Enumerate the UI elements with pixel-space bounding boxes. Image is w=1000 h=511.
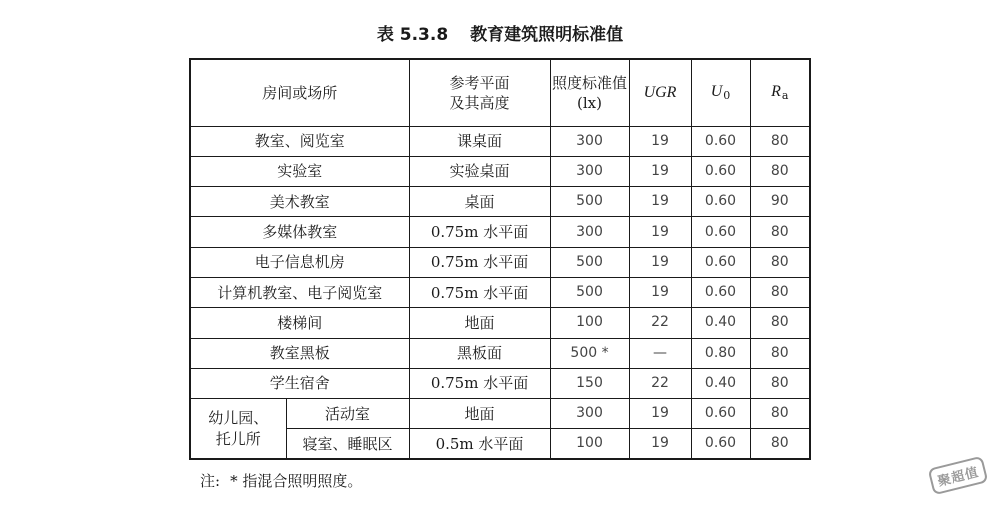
cell-room: 教室、阅览室 bbox=[190, 126, 409, 156]
table-row bbox=[190, 156, 810, 186]
table-row bbox=[190, 187, 810, 217]
cell-room: 学生宿舍 bbox=[190, 368, 409, 398]
header-plane bbox=[409, 59, 550, 126]
cell-ra: 80 bbox=[750, 308, 810, 338]
table-row bbox=[190, 308, 810, 338]
header-ra-symbol: R bbox=[771, 83, 781, 101]
cell-u0: 0.60 bbox=[691, 399, 750, 429]
cell-room: 教室黑板 bbox=[190, 338, 409, 368]
cell-room: 多媒体教室 bbox=[190, 217, 409, 247]
header-ugr bbox=[629, 59, 691, 126]
cell-ra: 80 bbox=[750, 429, 810, 459]
watermark-logo: 聚超值 bbox=[928, 456, 989, 496]
header-plane-line2: 及其高度 bbox=[449, 93, 510, 112]
table-row bbox=[190, 126, 810, 156]
cell-plane: 黑板面 bbox=[409, 338, 550, 368]
cell-lux: 300 bbox=[550, 399, 629, 429]
table-row bbox=[190, 277, 810, 307]
cell-room: 计算机教室、电子阅览室 bbox=[190, 277, 409, 307]
cell-u0: 0.40 bbox=[691, 368, 750, 398]
cell-ugr: 19 bbox=[629, 126, 691, 156]
header-ra bbox=[750, 59, 810, 126]
cell-ugr: 19 bbox=[629, 277, 691, 307]
cell-ra: 80 bbox=[750, 217, 810, 247]
cell-ugr: 22 bbox=[629, 368, 691, 398]
table-note bbox=[200, 470, 362, 491]
cell-u0: 0.60 bbox=[691, 247, 750, 277]
cell-ra: 80 bbox=[750, 338, 810, 368]
cell-plane: 桌面 bbox=[409, 187, 550, 217]
cell-u0: 0.40 bbox=[691, 308, 750, 338]
cell-ra: 80 bbox=[750, 368, 810, 398]
header-ra-subscript: a bbox=[781, 89, 789, 103]
header-plane-line1: 参考平面 bbox=[449, 73, 510, 92]
header-u0-symbol: U bbox=[710, 83, 723, 101]
header-row bbox=[190, 59, 810, 126]
cell-u0: 0.60 bbox=[691, 156, 750, 186]
cell-room: 楼梯间 bbox=[190, 308, 409, 338]
table-caption bbox=[0, 20, 1000, 45]
cell-ra: 80 bbox=[750, 277, 810, 307]
table-row bbox=[190, 217, 810, 247]
table-row bbox=[190, 247, 810, 277]
table-row bbox=[190, 338, 810, 368]
cell-ugr: 19 bbox=[629, 247, 691, 277]
cell-room: 美术教室 bbox=[190, 187, 409, 217]
cell-room: 实验室 bbox=[190, 156, 409, 186]
cell-plane: 地面 bbox=[409, 399, 550, 429]
note-text: * 指混合照明照度。 bbox=[230, 472, 363, 490]
cell-lux: 300 bbox=[550, 126, 629, 156]
cell-room: 活动室 bbox=[286, 399, 409, 429]
cell-u0: 0.60 bbox=[691, 126, 750, 156]
cell-u0: 0.60 bbox=[691, 187, 750, 217]
cell-ra: 80 bbox=[750, 399, 810, 429]
cell-ugr: — bbox=[629, 338, 691, 368]
cell-ugr: 19 bbox=[629, 429, 691, 459]
cell-lux: 500 bbox=[550, 187, 629, 217]
header-room: 房间或场所 bbox=[190, 59, 409, 126]
cell-lux: 300 bbox=[550, 217, 629, 247]
cell-lux: 500 bbox=[550, 277, 629, 307]
cell-plane: 地面 bbox=[409, 308, 550, 338]
table-number: 表 5.3.8 bbox=[376, 25, 449, 45]
cell-ra: 80 bbox=[750, 247, 810, 277]
cell-room: 电子信息机房 bbox=[190, 247, 409, 277]
table-row bbox=[190, 399, 810, 429]
group-line2: 托儿所 bbox=[215, 429, 261, 448]
cell-lux: 300 bbox=[550, 156, 629, 186]
cell-ra: 80 bbox=[750, 126, 810, 156]
cell-plane: 实验桌面 bbox=[409, 156, 550, 186]
cell-lux: 500 * bbox=[550, 338, 629, 368]
cell-lux: 100 bbox=[550, 429, 629, 459]
header-lux-line2: (lx) bbox=[577, 93, 602, 112]
cell-plane: 0.5m 水平面 bbox=[409, 429, 550, 459]
cell-ugr: 19 bbox=[629, 156, 691, 186]
cell-u0: 0.60 bbox=[691, 277, 750, 307]
group-line1: 幼儿园、 bbox=[208, 409, 269, 428]
header-lux bbox=[550, 59, 629, 126]
cell-plane: 0.75m 水平面 bbox=[409, 217, 550, 247]
cell-ugr: 22 bbox=[629, 308, 691, 338]
note-label: 注: bbox=[200, 472, 221, 490]
header-u0 bbox=[691, 59, 750, 126]
cell-plane: 0.75m 水平面 bbox=[409, 277, 550, 307]
table-title: 教育建筑照明标准值 bbox=[470, 25, 624, 45]
cell-room-group bbox=[190, 399, 286, 460]
table-row bbox=[190, 368, 810, 398]
cell-lux: 100 bbox=[550, 308, 629, 338]
cell-lux: 500 bbox=[550, 247, 629, 277]
cell-plane: 0.75m 水平面 bbox=[409, 247, 550, 277]
header-ugr-symbol: UGR bbox=[643, 83, 677, 101]
lighting-standard-table bbox=[189, 58, 811, 460]
cell-plane: 课桌面 bbox=[409, 126, 550, 156]
cell-u0: 0.60 bbox=[691, 429, 750, 459]
cell-ugr: 19 bbox=[629, 187, 691, 217]
cell-plane: 0.75m 水平面 bbox=[409, 368, 550, 398]
cell-ra: 90 bbox=[750, 187, 810, 217]
cell-ugr: 19 bbox=[629, 399, 691, 429]
cell-ugr: 19 bbox=[629, 217, 691, 247]
cell-lux: 150 bbox=[550, 368, 629, 398]
cell-u0: 0.80 bbox=[691, 338, 750, 368]
cell-ra: 80 bbox=[750, 156, 810, 186]
cell-room: 寝室、睡眠区 bbox=[286, 429, 409, 459]
header-u0-subscript: 0 bbox=[723, 89, 731, 103]
header-lux-line1: 照度标准值 bbox=[552, 73, 628, 92]
cell-u0: 0.60 bbox=[691, 217, 750, 247]
